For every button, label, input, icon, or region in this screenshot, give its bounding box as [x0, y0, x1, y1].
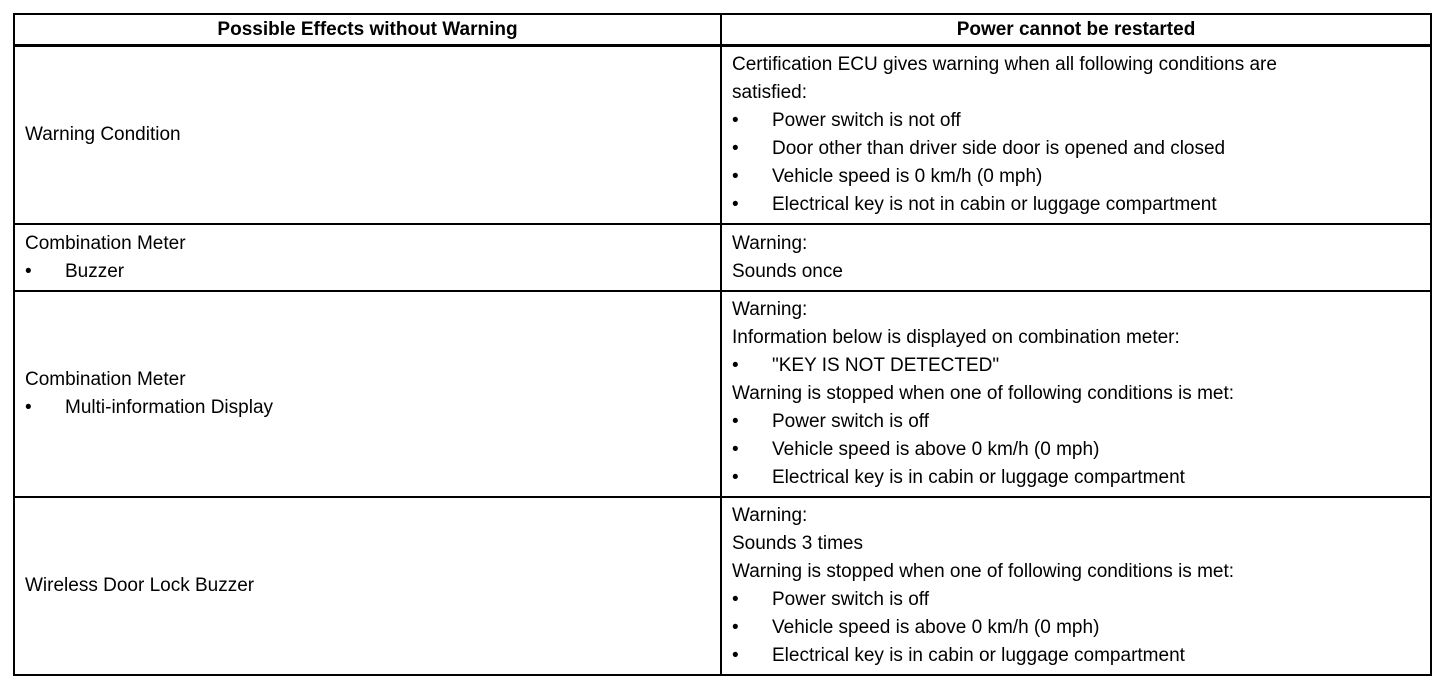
bullet-item [732, 642, 1420, 670]
bullet-text: Vehicle speed is above 0 km/h (0 mph) [772, 617, 1100, 638]
bullet-text: "KEY IS NOT DETECTED" [772, 355, 1000, 376]
table-row [14, 497, 1431, 675]
row-label-cell [14, 291, 721, 497]
bullet-text: Power switch is off [772, 589, 929, 610]
table-row [14, 291, 1431, 497]
cell-text-line: satisfied: [732, 82, 807, 103]
bullet-icon: • [732, 589, 739, 610]
row-label-cell [14, 46, 721, 225]
bullet-text: Buzzer [65, 260, 125, 282]
row-detail-cell [721, 46, 1431, 225]
bullet-icon: • [732, 411, 739, 432]
bullet-item [25, 258, 710, 286]
cell-text-line: Certification ECU gives warning when all following conditions are [732, 54, 1277, 75]
bullet-text: Power switch is not off [772, 110, 961, 131]
bullet-icon: • [732, 166, 739, 187]
bullet-item [732, 614, 1420, 642]
header-row [14, 14, 1431, 46]
bullet-text: Power switch is off [772, 411, 929, 432]
bullet-item [732, 436, 1420, 464]
header-power-cannot-restart: Power cannot be restarted [721, 14, 1431, 46]
cell-text-line: Warning is stopped when one of following conditions is met: [732, 561, 1235, 582]
cell-text-line: Warning: [732, 299, 808, 320]
cell-text-line: Information below is displayed on combination meter: [732, 327, 1180, 348]
row-label-cell [14, 497, 721, 675]
bullet-icon: • [25, 260, 32, 282]
row-detail-cell [721, 291, 1431, 497]
bullet-item [732, 408, 1420, 436]
bullet-icon: • [732, 439, 739, 460]
row-detail-cell [721, 224, 1431, 291]
bullet-item [25, 394, 710, 422]
cell-text-line: Sounds 3 times [732, 533, 863, 554]
bullet-icon: • [732, 110, 739, 131]
cell-text-line: Combination Meter [25, 232, 186, 254]
bullet-item [732, 191, 1420, 219]
bullet-icon: • [732, 467, 739, 488]
header-effects: Possible Effects without Warning [14, 14, 721, 46]
bullet-icon: • [732, 645, 739, 666]
bullet-item [732, 163, 1420, 191]
bullet-icon: • [732, 355, 739, 376]
bullet-text: Electrical key is in cabin or luggage compartment [772, 467, 1185, 488]
cell-text-line: Warning is stopped when one of following conditions is met: [732, 383, 1235, 404]
bullet-item [732, 464, 1420, 492]
row-label-cell [14, 224, 721, 291]
table-row [14, 46, 1431, 225]
effects-table [13, 13, 1432, 676]
cell-text-line: Wireless Door Lock Buzzer [25, 575, 255, 596]
bullet-text: Multi-information Display [65, 397, 274, 418]
bullet-text: Electrical key is not in cabin or luggage compartment [772, 194, 1217, 215]
bullet-item [732, 107, 1420, 135]
cell-text-line: Combination Meter [25, 369, 186, 390]
row-detail-cell [721, 497, 1431, 675]
bullet-item [732, 586, 1420, 614]
bullet-icon: • [732, 194, 739, 215]
bullet-icon: • [25, 397, 32, 418]
cell-text-line: Warning: [732, 232, 808, 254]
bullet-icon: • [732, 138, 739, 159]
cell-text-line: Warning: [732, 505, 808, 526]
cell-text-line: Sounds once [732, 260, 843, 282]
bullet-text: Vehicle speed is above 0 km/h (0 mph) [772, 439, 1100, 460]
cell-text-line: Warning Condition [25, 124, 181, 145]
bullet-item [732, 352, 1420, 380]
bullet-text: Door other than driver side door is opened and closed [772, 138, 1226, 159]
bullet-icon: • [732, 617, 739, 638]
bullet-text: Vehicle speed is 0 km/h (0 mph) [772, 166, 1043, 187]
table-row [14, 224, 1431, 291]
bullet-text: Electrical key is in cabin or luggage compartment [772, 645, 1185, 666]
bullet-item [732, 135, 1420, 163]
